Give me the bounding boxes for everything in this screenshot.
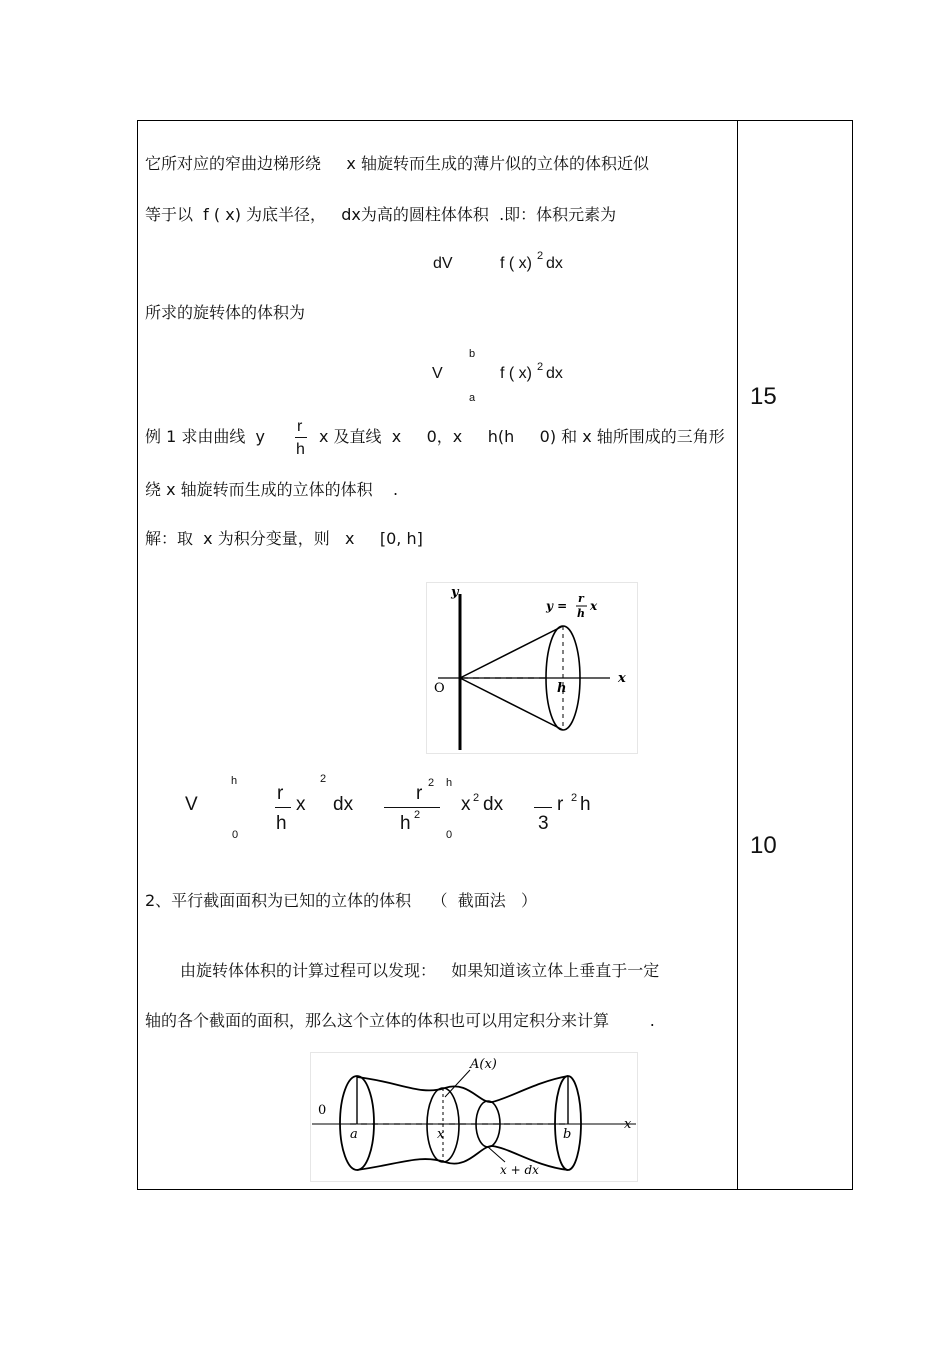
big-exp2: 2	[320, 773, 327, 785]
fig2-xdx: x + dx	[500, 1163, 539, 1177]
column-divider	[737, 120, 738, 1190]
big-dx: dx	[333, 794, 354, 815]
v-exp: 2	[537, 361, 544, 373]
fig1-origin: O	[434, 681, 445, 696]
big-x: x	[296, 794, 306, 815]
big-dx2: dx	[483, 794, 504, 815]
text-line-3: 所求的旋转体的体积为	[145, 303, 306, 322]
dv-exp: 2	[537, 250, 544, 262]
score-1: 15	[750, 383, 777, 410]
big-r3: r	[557, 794, 564, 815]
frac-bar	[295, 437, 307, 438]
dv-left: dV	[433, 255, 453, 272]
big-lower-02: 0	[446, 829, 453, 841]
cross-section-figure	[310, 1052, 638, 1182]
big-r2: r	[416, 783, 423, 804]
fig2-origin: 0	[318, 1103, 327, 1118]
big-V: V	[185, 794, 198, 815]
big-frac-h: h	[276, 813, 287, 834]
text-line-4b: x 及直线 x 0，x h(h 0) 和 x 轴所围成的三角形	[319, 427, 725, 446]
v-fx: f ( x)	[500, 365, 532, 382]
fig2-area: A(x)	[470, 1057, 497, 1072]
big-frac2-bar	[384, 807, 440, 808]
big-h2-exp: 2	[414, 809, 421, 821]
text-line-1: 它所对应的窄曲边梯形绕 x 轴旋转而生成的薄片似的立体的体积近似	[145, 154, 649, 173]
fig2-a: a	[350, 1127, 358, 1142]
fig2-x-axis: x	[624, 1117, 632, 1132]
fig1-eq-y: y =	[546, 599, 568, 613]
fig1-h-label: h	[557, 681, 567, 696]
big-x2: x	[461, 794, 471, 815]
fig1-eq-r: r	[578, 592, 584, 605]
text-line-2: 等于以 f ( x) 为底半径， dx为高的圆柱体体积 .即：体积元素为	[145, 205, 617, 224]
upper-profile	[357, 1076, 568, 1102]
big-upper-h2: h	[446, 777, 453, 789]
big-lower-0: 0	[232, 829, 239, 841]
v-lower: a	[469, 392, 476, 404]
fig1-eq-h: h	[577, 607, 585, 620]
cone-figure	[426, 582, 638, 754]
fig2-b: b	[563, 1127, 572, 1142]
text-line-7: 2、平行截面面积为已知的立体的体积 （ 截面法 ）	[145, 891, 537, 910]
fig1-y-label: y	[451, 585, 459, 600]
big-3: 3	[538, 813, 549, 834]
big-h3: h	[580, 794, 591, 815]
text-line-9: 轴的各个截面的面积，那么这个立体的体积也可以用定积分来计算 .	[145, 1011, 655, 1030]
big-upper-h: h	[231, 775, 238, 787]
frac-h: h	[296, 441, 305, 458]
big-frac3-bar	[534, 807, 552, 808]
dv-dx: dx	[546, 255, 563, 272]
text-line-6: 解：取 x 为积分变量，则 x [0, h]	[145, 529, 423, 548]
big-frac-r: r	[277, 783, 284, 804]
fig2-x: x	[437, 1127, 445, 1142]
text-line-4a: 例 1 求由曲线 y	[145, 427, 265, 446]
v-upper: b	[469, 348, 476, 360]
v-dx: dx	[546, 365, 563, 382]
frac-r: r	[297, 418, 303, 435]
big-r3-exp: 2	[571, 792, 578, 804]
score-2: 10	[750, 832, 777, 859]
fig1-x-label: x	[618, 671, 626, 686]
big-r2-exp: 2	[428, 777, 435, 789]
big-x2-exp: 2	[473, 792, 480, 804]
text-line-5: 绕 x 轴旋转而生成的立体的体积 .	[145, 480, 399, 499]
big-frac-bar	[275, 807, 291, 808]
text-line-8: 由旋转体体积的计算过程可以发现： 如果知道该立体上垂直于一定	[180, 961, 660, 980]
v-left: V	[432, 365, 443, 382]
big-h2: h	[400, 813, 411, 834]
dv-fx: f ( x)	[500, 255, 532, 272]
fig1-eq-x: x	[590, 599, 598, 613]
